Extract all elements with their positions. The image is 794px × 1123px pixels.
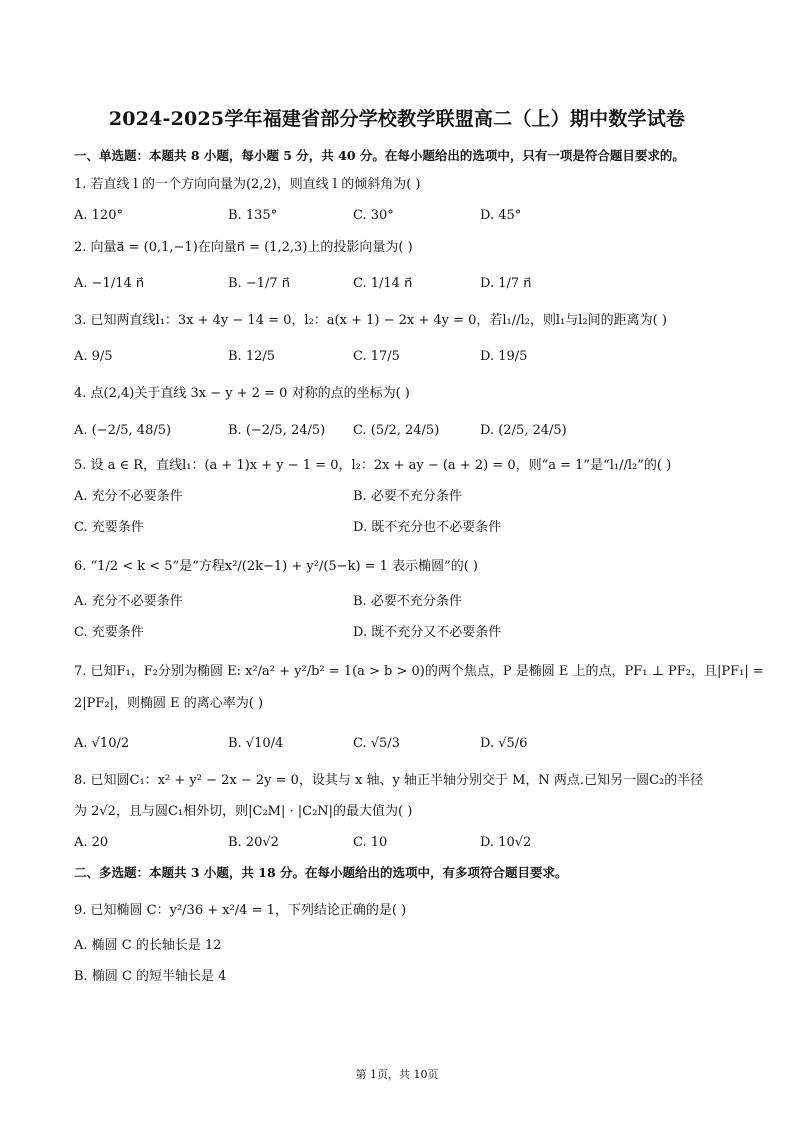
question-3-option-b: B. 12/5 [228, 349, 276, 364]
question-2-option-b: B. −1/7 n⃗ [228, 276, 291, 291]
question-7-stem-line-2: 2|PF₂|，则椭圆 E 的离心率为( ) [74, 696, 264, 711]
question-2-option-c: C. 1/14 n⃗ [353, 276, 413, 291]
question-3-stem: 3. 已知两直线l₁：3x + 4y − 14 = 0，l₂：a(x + 1) − 2x + 4y = 0，若l₁//l₂，则l₁与l₂间的距离为( ) [74, 313, 667, 328]
question-4-option-d: D. (2/5, 24/5) [480, 423, 567, 438]
question-5-stem: 5. 设 a ∈ R，直线l₁：(a + 1)x + y − 1 = 0，l₂：2x + ay − (a + 2) = 0，则“a = 1”是“l₁//l₂”的( ) [74, 458, 672, 473]
question-8-option-c: C. 10 [353, 835, 388, 850]
question-6-option-c: C. 充要条件 [74, 625, 144, 640]
question-8-stem-line-1: 8. 已知圆C₁：x² + y² − 2x − 2y = 0，设其与 x 轴、y 轴正半轴分别交于 M，N 两点.已知另一圆C₂的半径 [74, 773, 704, 788]
question-1-option-b: B. 135° [228, 208, 278, 223]
question-9-option-b: B. 椭圆 C 的短半轴长是 4 [74, 969, 227, 984]
question-8-option-b: B. 20√2 [228, 835, 279, 850]
question-3-option-d: D. 19/5 [480, 349, 528, 364]
question-7-option-a: A. √10/2 [74, 736, 130, 751]
question-3-option-c: C. 17/5 [353, 349, 400, 364]
question-6-option-b: B. 必要不充分条件 [353, 594, 462, 609]
question-8-option-d: D. 10√2 [480, 835, 532, 850]
question-4-option-b: B. (−2/5, 24/5) [228, 423, 326, 438]
page-footer: 第 1页，共 10页 [355, 1068, 439, 1081]
question-9-option-a: A. 椭圆 C 的长轴长是 12 [74, 938, 222, 953]
question-2-option-d: D. 1/7 n⃗ [480, 276, 532, 291]
question-4-option-a: A. (−2/5, 48/5) [74, 423, 172, 438]
question-7-stem-line-1: 7. 已知F₁，F₂分别为椭圆 E: x²/a² + y²/b² = 1(a > b > 0)的两个焦点，P 是椭圆 E 上的点，PF₁ ⊥ PF₂，且|PF₁| = [74, 664, 764, 679]
question-1-option-d: D. 45° [480, 208, 522, 223]
question-6-stem: 6. “1/2 < k < 5”是“方程x²/(2k−1) + y²/(5−k) = 1 表示椭圆”的( ) [74, 559, 478, 574]
question-6-option-a: A. 充分不必要条件 [74, 594, 183, 609]
question-4-stem: 4. 点(2,4)关于直线 3x − y + 2 = 0 对称的点的坐标为( ) [74, 386, 410, 401]
question-7-option-c: C. √5/3 [353, 736, 400, 751]
question-1-option-c: C. 30° [353, 208, 394, 223]
question-1-option-a: A. 120° [74, 208, 123, 223]
page-title: 2024-2025学年福建省部分学校教学联盟高二（上）期中数学试卷 [108, 108, 686, 130]
question-5-option-b: B. 必要不充分条件 [353, 489, 462, 504]
question-7-option-d: D. √5/6 [480, 736, 528, 751]
question-3-option-a: A. 9/5 [74, 349, 113, 364]
question-5-option-d: D. 既不充分也不必要条件 [353, 520, 502, 535]
question-1-stem: 1. 若直线 l 的一个方向向量为(2,2)，则直线 l 的倾斜角为( ) [74, 177, 421, 192]
section-heading-multiple-choice: 二、多选题：本题共 3 小题，共 18 分。在每小题给出的选项中，有多项符合题目要求。 [74, 865, 568, 880]
question-2-stem: 2. 向量a⃗ = (0,1,−1)在向量n⃗ = (1,2,3)上的投影向量为( ) [74, 240, 413, 255]
question-8-stem-line-2: 为 2√2，且与圆C₁相外切，则|C₂M| · |C₂N|的最大值为( ) [74, 804, 413, 819]
section-heading-single-choice: 一、单选题：本题共 8 小题，每小题 5 分，共 40 分。在每小题给出的选项中，只有一项是符合题目要求的。 [74, 148, 685, 163]
question-7-option-b: B. √10/4 [228, 736, 284, 751]
question-5-option-a: A. 充分不必要条件 [74, 489, 183, 504]
question-8-option-a: A. 20 [74, 835, 109, 850]
question-5-option-c: C. 充要条件 [74, 520, 144, 535]
question-4-option-c: C. (5/2, 24/5) [353, 423, 440, 438]
question-2-option-a: A. −1/14 n⃗ [74, 276, 145, 291]
question-9-stem: 9. 已知椭圆 C：y²/36 + x²/4 = 1，下列结论正确的是( ) [74, 903, 407, 918]
question-6-option-d: D. 既不充分又不必要条件 [353, 625, 502, 640]
